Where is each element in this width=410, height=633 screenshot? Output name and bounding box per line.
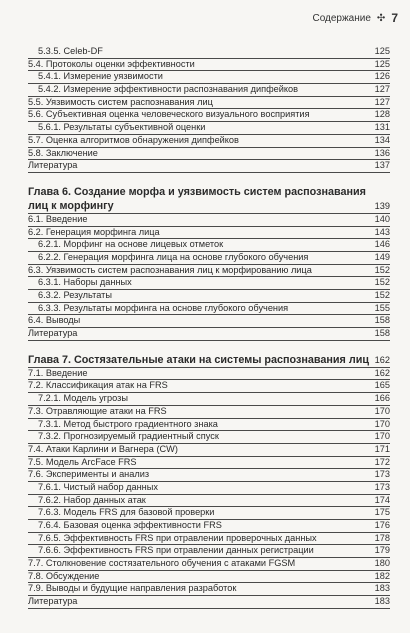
ornament-icon: ✣ (376, 12, 386, 24)
toc-entry-title: 7.6.2. Набор данных атак (38, 494, 146, 505)
toc-entry[interactable] (28, 315, 390, 328)
toc-entry[interactable] (28, 265, 390, 278)
toc-entry[interactable] (28, 84, 390, 97)
toc-entry-page: 152 (374, 277, 390, 288)
toc-entry[interactable] (28, 277, 390, 290)
toc-entry-page: 170 (374, 418, 390, 429)
toc-entry-page: 131 (374, 122, 390, 133)
toc-entry-page: 165 (374, 380, 390, 391)
toc-entry-page: 183 (374, 583, 390, 594)
toc-block-chapter-6 (28, 214, 390, 341)
toc-entry-page: 128 (374, 109, 390, 120)
toc-entry[interactable] (28, 431, 390, 444)
toc-entry-page: 180 (374, 558, 390, 569)
toc-entry-page: 136 (374, 147, 390, 158)
toc-entry-title: 6.4. Выводы (28, 315, 81, 326)
toc-entry[interactable] (28, 135, 390, 148)
toc-entry[interactable] (28, 469, 390, 482)
toc-entry-page: 152 (374, 264, 390, 275)
toc-entry-title: 6.3. Уязвимость систем распознавания лиц к морфированию лица (28, 264, 312, 275)
toc-entry[interactable] (28, 148, 390, 161)
toc-entry[interactable] (28, 46, 390, 59)
toc-entry-page: 143 (374, 226, 390, 237)
toc-entry-title: 5.8. Заключение (28, 147, 98, 158)
toc-entry-title: 7.6.1. Чистый набор данных (38, 481, 158, 492)
toc-entry-title: 5.7. Оценка алгоритмов обнаружения дипфейков (28, 134, 239, 145)
toc-entry-page: 125 (374, 58, 390, 69)
toc-entry[interactable] (28, 507, 390, 520)
chapter-title-line-1: Глава 6. Создание морфа и уязвимость систем распознавания (28, 185, 366, 198)
toc-entry-page: 125 (374, 46, 390, 56)
toc-entry-page: 137 (374, 160, 390, 171)
toc-entry[interactable] (28, 59, 390, 72)
toc-entry[interactable] (28, 545, 390, 558)
toc-entry[interactable] (28, 368, 390, 381)
toc-entry-title: 7.7. Столкновение состязательного обучения с атаками FGSM (28, 558, 296, 569)
toc-entry-page: 146 (374, 239, 390, 250)
toc-entry-title: 7.1. Введение (28, 367, 88, 378)
toc-entry[interactable] (28, 290, 390, 303)
toc-entry[interactable] (28, 328, 390, 341)
toc-entry-page: 149 (374, 251, 390, 262)
toc-entry-title: 5.6. Субъективная оценка человеческого визуального восприятия (28, 109, 310, 120)
toc-entry-title: 7.6.6. Эффективность FRS при отравлении данных регистрации (38, 545, 314, 556)
toc-entry-page: 173 (374, 481, 390, 492)
toc-entry[interactable] (28, 457, 390, 470)
toc-entry-title: 5.3.5. Celeb-DF (38, 46, 103, 56)
toc-entry[interactable] (28, 444, 390, 457)
toc-entry[interactable] (28, 252, 390, 265)
toc-entry[interactable] (28, 122, 390, 135)
toc-entry[interactable] (28, 558, 390, 571)
toc-entry-title: 6.3.1. Наборы данных (38, 277, 132, 288)
toc-entry-title: 7.2. Классификация атак на FRS (28, 380, 168, 391)
toc-entry[interactable] (28, 97, 390, 110)
toc-entry-page: 178 (374, 532, 390, 543)
chapter-page: 162 (374, 354, 390, 365)
toc-entry-page: 158 (374, 328, 390, 339)
chapter-page: 139 (374, 200, 390, 211)
toc-entry-page: 134 (374, 134, 390, 145)
running-header (312, 8, 398, 28)
toc-entry-page: 172 (374, 456, 390, 467)
toc-entry[interactable] (28, 214, 390, 227)
toc-entry-title: 7.3.1. Метод быстрого градиентного знака (38, 418, 218, 429)
toc-entry-page: 166 (374, 393, 390, 404)
toc-entry[interactable] (28, 520, 390, 533)
chapter-title: Глава 7. Состязательные атаки на системы распознавания лиц (28, 353, 369, 366)
toc-entry-title: 6.1. Введение (28, 213, 88, 224)
toc-block-chapter-7 (28, 368, 390, 609)
toc-entry-page: 126 (374, 71, 390, 82)
table-of-contents (28, 46, 390, 609)
toc-entry[interactable] (28, 571, 390, 584)
toc-entry[interactable] (28, 71, 390, 84)
toc-entry-page: 173 (374, 469, 390, 480)
toc-entry-title: 7.6.5. Эффективность FRS при отравлении проверочных данных (38, 532, 317, 543)
toc-entry[interactable] (28, 393, 390, 406)
toc-entry-title: 6.3.2. Результаты (38, 290, 112, 300)
page-number: 7 (391, 11, 398, 25)
toc-entry-page: 176 (374, 520, 390, 530)
toc-entry[interactable] (28, 482, 390, 495)
toc-entry-page: 127 (374, 96, 390, 107)
toc-entry-title: 7.6. Эксперименты и анализ (28, 469, 150, 480)
toc-entry-title: 7.6.4. Базовая оценка эффективности FRS (38, 520, 222, 530)
toc-entry-title: 6.2.1. Морфинг на основе лицевых отметок (38, 239, 224, 250)
toc-entry-page: 183 (374, 596, 390, 607)
toc-entry[interactable] (28, 419, 390, 432)
toc-entry[interactable] (28, 596, 390, 609)
toc-entry[interactable] (28, 380, 390, 393)
chapter-title-line-2: лиц к морфингу (28, 199, 114, 212)
toc-entry-page: 171 (374, 443, 390, 454)
toc-entry-page: 182 (374, 570, 390, 581)
chapter-7-heading[interactable] (28, 353, 390, 368)
toc-entry-title: Литература (28, 160, 78, 171)
toc-entry[interactable] (28, 239, 390, 252)
toc-entry-page: 170 (374, 431, 390, 442)
toc-entry-title: Литература (28, 596, 78, 607)
toc-entry[interactable] (28, 533, 390, 546)
toc-entry-page: 179 (374, 545, 390, 556)
toc-entry-page: 152 (374, 290, 390, 300)
toc-entry-title: 6.3.3. Результаты морфинга на основе глубокого обучения (38, 302, 289, 313)
toc-entry-page: 140 (374, 213, 390, 224)
toc-entry-title: 7.4. Атаки Карлини и Вагнера (CW) (28, 443, 178, 454)
toc-entry-page: 155 (374, 302, 390, 313)
toc-entry[interactable] (28, 160, 390, 173)
toc-entry-page: 158 (374, 315, 390, 326)
toc-entry-title: 7.3.2. Прогнозируемый градиентный спуск (38, 431, 219, 442)
chapter-6-heading[interactable] (28, 185, 390, 214)
toc-entry[interactable] (28, 406, 390, 419)
toc-entry-page: 162 (374, 367, 390, 378)
toc-entry-title: 5.4. Протоколы оценки эффективности (28, 58, 195, 69)
toc-entry-page: 127 (374, 84, 390, 95)
toc-entry-title: 6.2.2. Генерация морфинга лица на основе глубокого обучения (38, 251, 309, 262)
toc-entry-title: 7.2.1. Модель угрозы (38, 393, 128, 404)
toc-entry-title: 5.4.1. Измерение уязвимости (38, 71, 163, 82)
toc-entry-title: 7.6.3. Модель FRS для базовой проверки (38, 507, 215, 518)
toc-entry-title: 7.8. Обсуждение (28, 570, 100, 581)
toc-block-chapter-5 (28, 46, 390, 173)
toc-entry-title: 7.5. Модель ArcFace FRS (28, 456, 137, 467)
toc-entry[interactable] (28, 109, 390, 122)
toc-entry-title: 5.4.2. Измерение эффективности распознавания дипфейков (38, 84, 298, 95)
toc-entry[interactable] (28, 227, 390, 240)
toc-entry-title: 5.6.1. Результаты субъективной оценки (38, 122, 206, 133)
toc-entry-title: 7.3. Отравляющие атаки на FRS (28, 405, 167, 416)
toc-entry-page: 170 (374, 405, 390, 416)
toc-entry[interactable] (28, 583, 390, 596)
toc-entry-title: Литература (28, 328, 78, 339)
toc-entry-page: 174 (374, 494, 390, 505)
toc-entry-title: 7.9. Выводы и будущие направления разработок (28, 583, 237, 594)
toc-entry[interactable] (28, 303, 390, 316)
toc-entry-title: 6.2. Генерация морфинга лица (28, 226, 160, 237)
toc-entry-title: 5.5. Уязвимость систем распознавания лиц (28, 96, 213, 107)
section-title: Содержание (312, 12, 371, 24)
toc-entry-page: 175 (374, 507, 390, 518)
toc-entry[interactable] (28, 495, 390, 508)
